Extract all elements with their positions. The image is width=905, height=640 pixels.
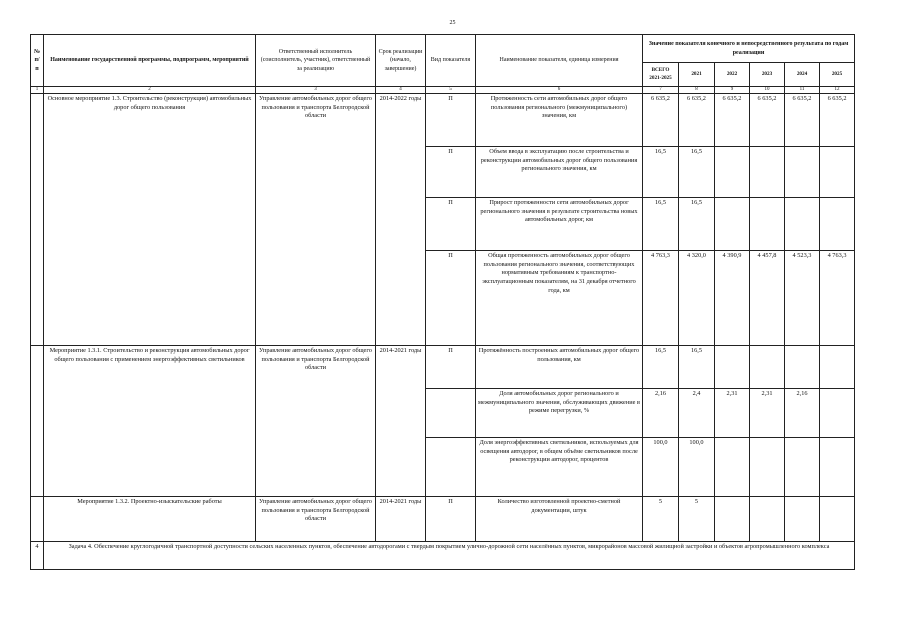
indicator-value [750,497,785,542]
table-row [31,497,855,542]
indicator-type: П [426,497,476,542]
indicator-value: 6 635,2 [785,94,820,147]
header-values-group: Значение показателя конечного и непосредственного результата по годам реализации [643,35,855,63]
col-number: 4 [376,87,426,94]
header-year: 2023 [750,63,785,87]
indicator-value: 100,0 [679,438,715,497]
indicators-table [30,34,855,570]
indicator-value [785,438,820,497]
row-number-cell [31,94,44,346]
indicator-value [715,438,750,497]
indicator-value: 16,5 [679,147,715,198]
indicator-type [426,389,476,438]
indicator-value [785,147,820,198]
indicator-type: П [426,251,476,346]
indicator-name: Общая протяженность автомобильных дорог общего пользования регионального значения, соответствующих нормативным требованиям к транспортно-эксплуатационным показателям, на 31 декабря отчетного года, км [476,251,643,346]
col-number: 5 [426,87,476,94]
table-row [31,346,855,389]
indicator-value [785,497,820,542]
indicator-value: 6 635,2 [715,94,750,147]
header-type: Вид показателя [426,35,476,87]
indicator-type: П [426,346,476,389]
indicator-value: 16,5 [643,198,679,251]
indicator-value: 4 390,9 [715,251,750,346]
header-year: 2025 [820,63,855,87]
activity-name: Основное мероприятие 1.3. Строительство (реконструкция) автомобильных дорог общего пользования [44,94,256,346]
executor: Управление автомобильных дорог общего пользования и транспорта Белгородской области [256,94,376,346]
indicator-value [820,497,855,542]
indicator-value: 6 635,2 [643,94,679,147]
indicator-value [785,198,820,251]
indicator-value: 6 635,2 [750,94,785,147]
indicator-type: П [426,94,476,147]
indicator-name: Прирост протяженности сети автомобильных дорог регионального значения в результате строительства новых автомобильных дорог, км [476,198,643,251]
header-num: № п/п [31,35,44,87]
indicator-name: Доля энергоэффективных светильников, используемых для освещения автодорог, в общем объёме светильников после реконструкции автодорог, процентов [476,438,643,497]
indicator-value [785,346,820,389]
indicator-name: Количество изготовленной проектно-сметной документации, штук [476,497,643,542]
page-number: 25 [449,20,456,26]
indicator-type: П [426,147,476,198]
indicator-value: 2,31 [750,389,785,438]
activity-name: Мероприятие 1.3.1. Строительство и реконструкция автомобильных дорог общего пользования с применением энергоэффективных светильников [44,346,256,497]
indicator-value: 2,16 [643,389,679,438]
indicator-value: 5 [643,497,679,542]
indicator-type: П [426,198,476,251]
indicator-value: 16,5 [643,346,679,389]
indicator-value: 6 635,2 [820,94,855,147]
header-year: 2021 [679,63,715,87]
indicator-value [715,147,750,198]
indicator-value: 2,16 [785,389,820,438]
indicator-value [820,438,855,497]
table-row [31,94,855,147]
task-text: Задача 4. Обеспечение круглогодичной транспортной доступности сельских населенных пунктов, обеспечение автодорогами с твердым покрытием улично-дорожной сети населённых пунктов, микрорайонов массовой жилищной застройки и объектов агропромышленного комплекса [44,542,855,570]
col-number: 9 [715,87,750,94]
indicator-value [750,147,785,198]
indicator-value: 4 320,0 [679,251,715,346]
indicator-value [820,389,855,438]
indicator-value [750,438,785,497]
indicator-name: Доля автомобильных дорог регионального и межмуниципального значения, обслуживающих движение в режиме перегрузки, % [476,389,643,438]
indicator-name: Объем ввода в эксплуатацию после строительства и реконструкции автомобильных дорог общего пользования регионального значения, км [476,147,643,198]
col-number: 3 [256,87,376,94]
indicator-value [715,198,750,251]
indicator-value: 5 [679,497,715,542]
indicator-value: 16,5 [679,198,715,251]
term: 2014-2022 годы [376,94,426,346]
task-number: 4 [31,542,44,570]
row-number-cell [31,346,44,497]
executor: Управление автомобильных дорог общего пользования и транспорта Белгородской области [256,497,376,542]
header-total: ВСЕГО 2021-2025 [643,63,679,87]
indicator-value: 2,4 [679,389,715,438]
executor: Управление автомобильных дорог общего пользования и транспорта Белгородской области [256,346,376,497]
indicator-value: 4 457,8 [750,251,785,346]
indicator-type [426,438,476,497]
indicator-value [820,198,855,251]
header-name: Наименование государственной программы, подпрограмм, мероприятий [44,35,256,87]
indicator-value [750,346,785,389]
indicator-name: Протяжённость построенных автомобильных дорог общего пользования, км [476,346,643,389]
task-row [31,542,855,570]
indicator-value: 16,5 [679,346,715,389]
header-year: 2024 [785,63,820,87]
header-term: Срок реализации (начало, завершение) [376,35,426,87]
term: 2014-2021 годы [376,346,426,497]
indicator-value [715,497,750,542]
col-number: 10 [750,87,785,94]
indicator-value [750,198,785,251]
indicator-name: Протяженность сети автомобильных дорог общего пользования регионального (межмуниципального) значения, км [476,94,643,147]
activity-name: Мероприятие 1.3.2. Проектно-изыскательские работы [44,497,256,542]
indicator-value: 2,31 [715,389,750,438]
col-number: 11 [785,87,820,94]
col-number: 2 [44,87,256,94]
indicator-value [820,346,855,389]
header-indicator: Наименование показателя, единица измерения [476,35,643,87]
indicator-value [715,346,750,389]
column-numbers-row [31,87,855,94]
header-executor: Ответственный исполнитель (соисполнитель, участник), ответственный за реализацию [256,35,376,87]
term: 2014-2021 годы [376,497,426,542]
col-number: 6 [476,87,643,94]
col-number: 7 [643,87,679,94]
indicator-value [820,147,855,198]
indicator-value: 4 763,3 [820,251,855,346]
header-row [31,35,855,63]
indicator-value: 16,5 [643,147,679,198]
col-number: 8 [679,87,715,94]
col-number: 12 [820,87,855,94]
col-number: 1 [31,87,44,94]
header-year: 2022 [715,63,750,87]
indicator-value: 4 523,3 [785,251,820,346]
indicator-value: 4 763,3 [643,251,679,346]
row-number-cell [31,497,44,542]
indicator-value: 6 635,2 [679,94,715,147]
indicator-value: 100,0 [643,438,679,497]
